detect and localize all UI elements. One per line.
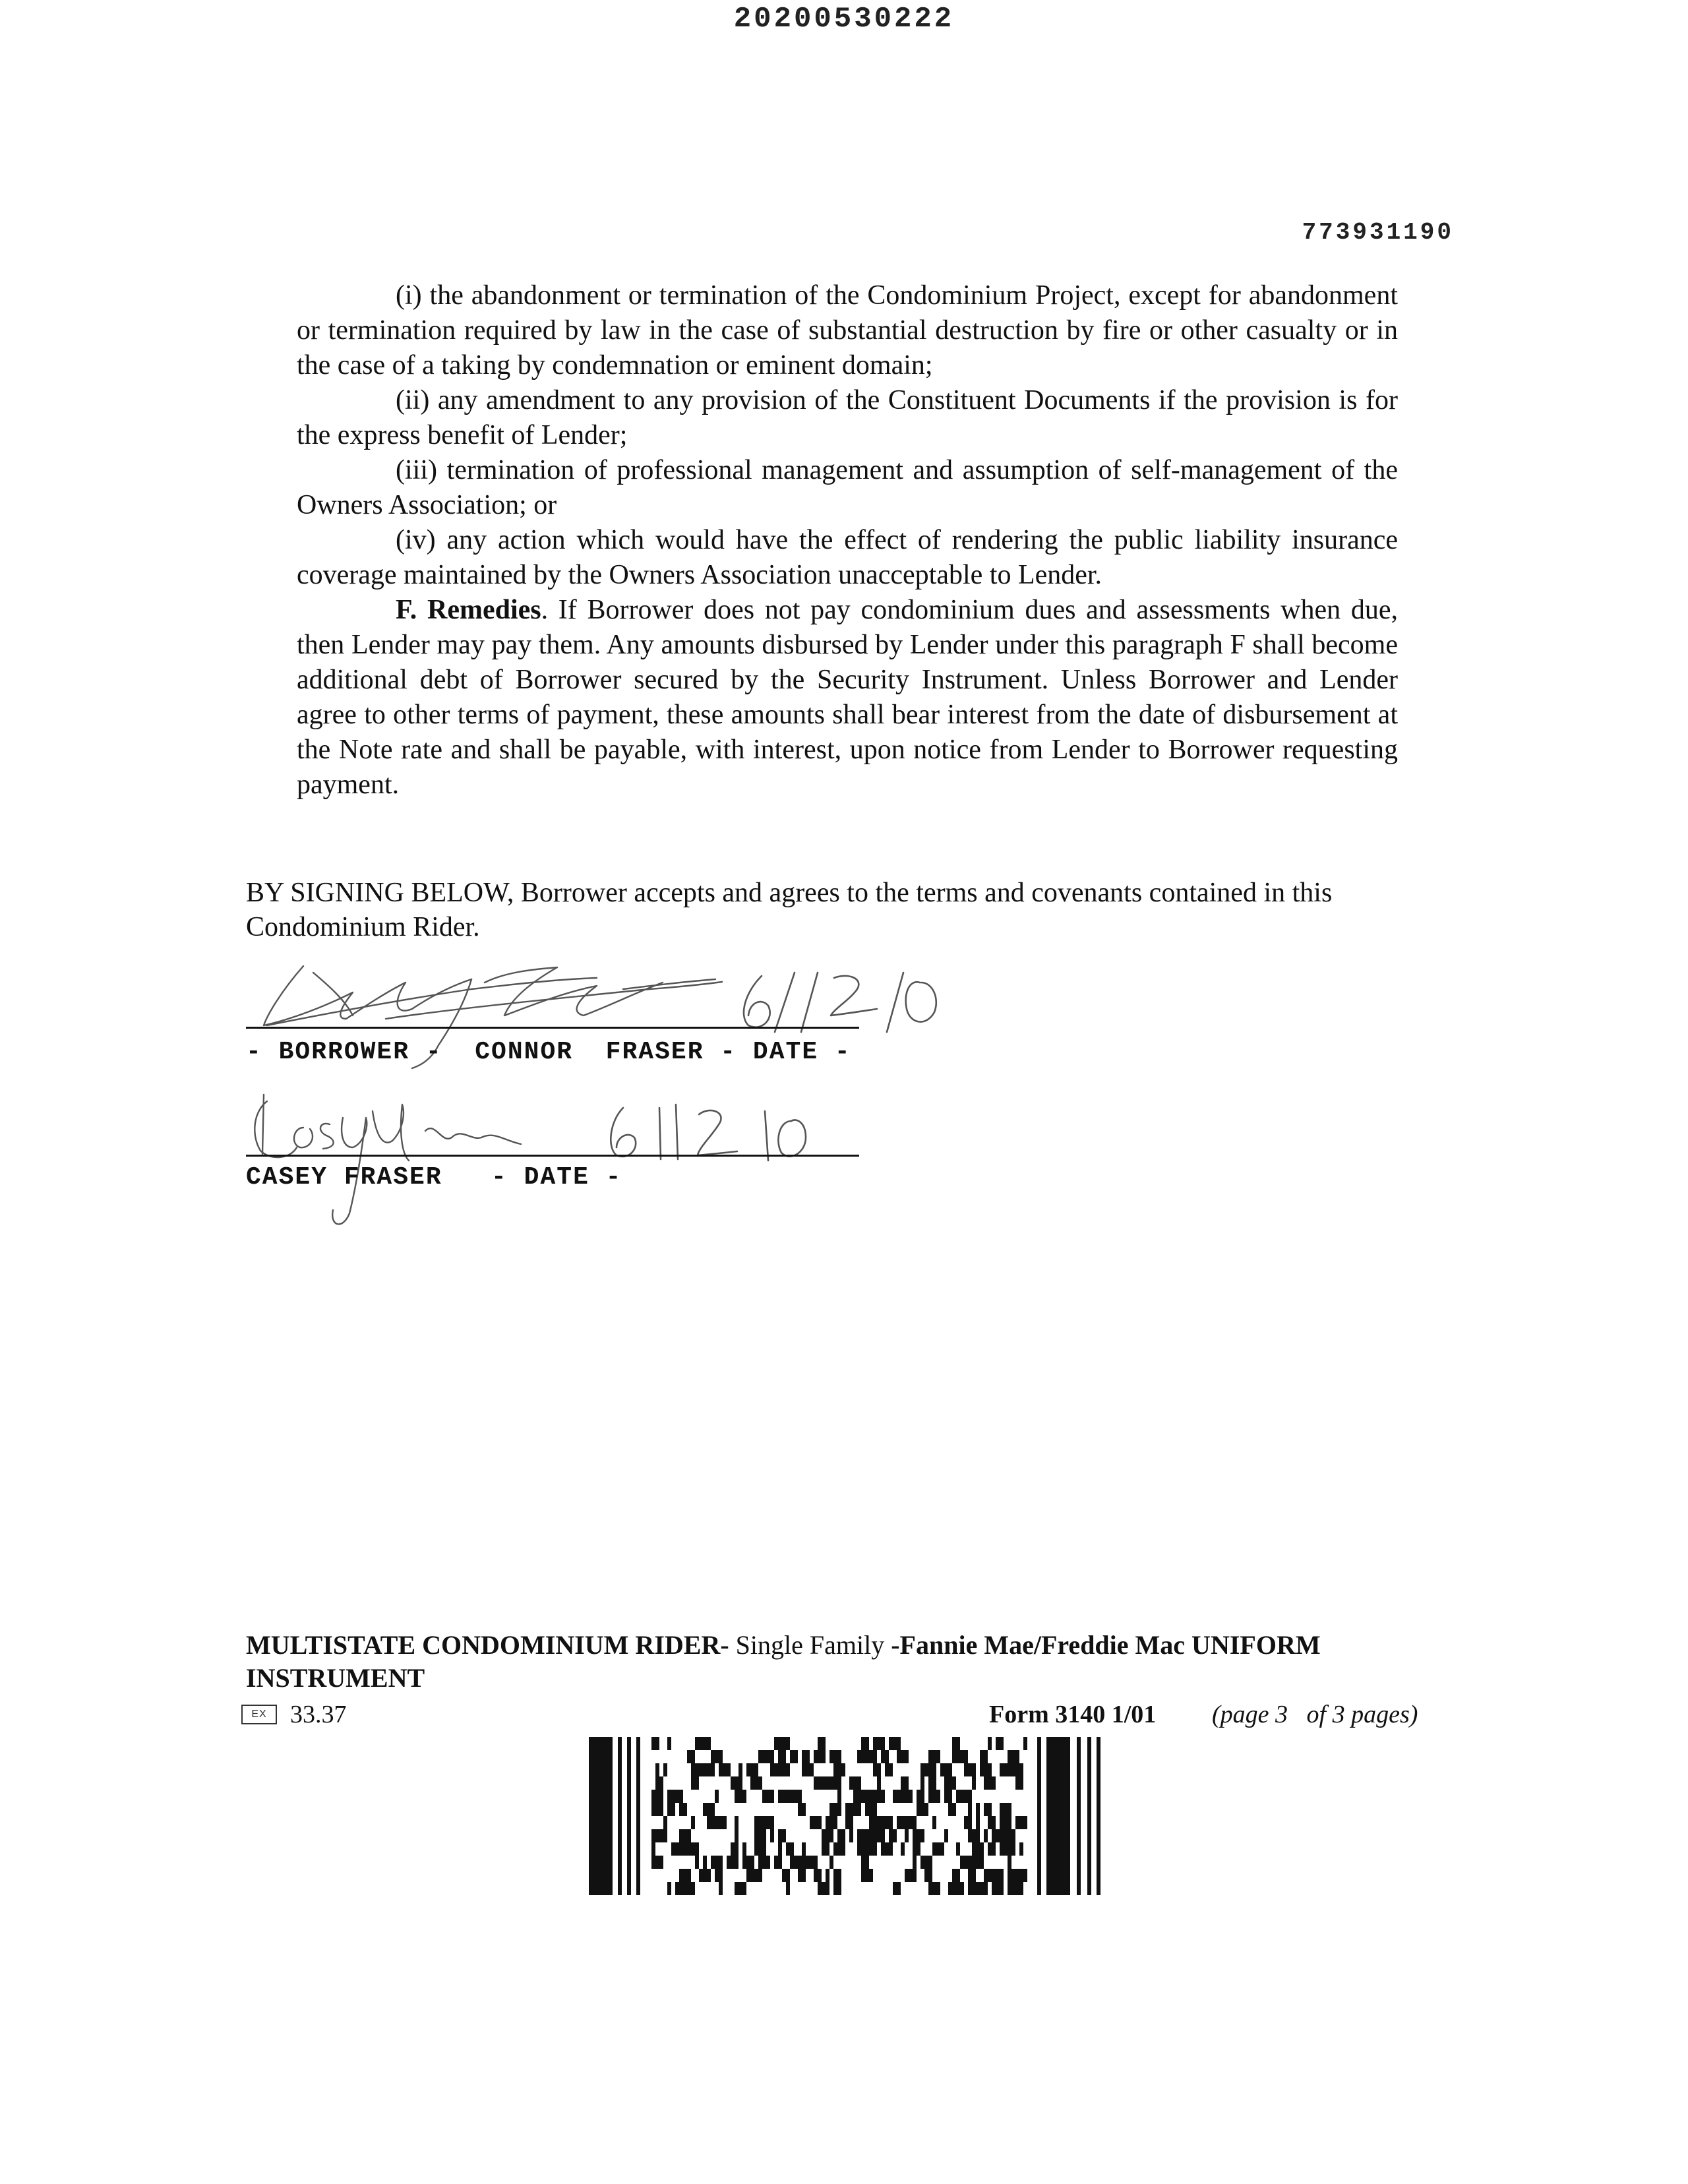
signing-statement-text: BY SIGNING BELOW, Borrower accepts and agrees to the terms and covenants contained in this Condominium Rider. (246, 878, 1333, 942)
form-title-regular: Single Family (729, 1630, 891, 1660)
barcode-icon (589, 1737, 1103, 1895)
clause-ii: (ii) any amendment to any provision of the Constituent Documents if the provision is for the express benefit of Lender; (297, 385, 1398, 450)
page-indicator: (page 3 of 3 pages) (1212, 1701, 1418, 1728)
signature-caption-1: - BORROWER - CONNOR FRASER - DATE - (246, 1038, 851, 1066)
remedies-heading: F. Remedies (396, 595, 541, 625)
remedies-paragraph (297, 593, 1398, 803)
form-title-bold-2: -Fannie Mae/Freddie Mac UNIFORM INSTRUMENT (246, 1630, 1321, 1693)
borrower-signature-2 (244, 1081, 837, 1233)
form-code (241, 1700, 347, 1729)
signature-line-2 (246, 1155, 859, 1157)
rider-clauses (297, 278, 1398, 803)
form-logo-icon: EX (241, 1705, 277, 1724)
signing-statement (246, 876, 1451, 944)
clause-iv: (iv) any action which would have the effect of rendering the public liability insurance coverage maintained by the Owners Association unacceptable to Lender. (297, 525, 1398, 590)
recording-number: 20200530222 (733, 3, 955, 36)
form-title-bold-1: MULTISTATE CONDOMINIUM RIDER- (246, 1630, 729, 1660)
signature-line-1 (246, 1027, 859, 1029)
remedies-text: . If Borrower does not pay condominium dues and assessments when due, then Lender may pay them. Any amounts disbursed by Lender under this paragraph F shall become additional debt of Borrower secured by the Security Instrument. Unless Borrower and Lender agree to other terms of payment, these amounts shall bear interest from the date of disbursement at the Note rate and shall be payable, with interest, upon notice from Lender to Borrower requesting payment. (297, 595, 1398, 800)
form-title (246, 1629, 1446, 1695)
form-code-value: 33.37 (290, 1701, 347, 1728)
form-number: Form 3140 1/01 (989, 1701, 1157, 1728)
clause-iii: (iii) termination of professional management and assumption of self-management of the Owners Association; or (297, 455, 1398, 520)
clause-i: (i) the abandonment or termination of the Condominium Project, except for abandonment or termination required by law in the case of substantial destruction by fire or other casualty or in the case of a taking by condemnation or eminent domain; (297, 280, 1398, 380)
loan-number: 773931190 (1302, 219, 1454, 246)
signature-caption-2: CASEY FRASER - DATE - (246, 1163, 622, 1192)
